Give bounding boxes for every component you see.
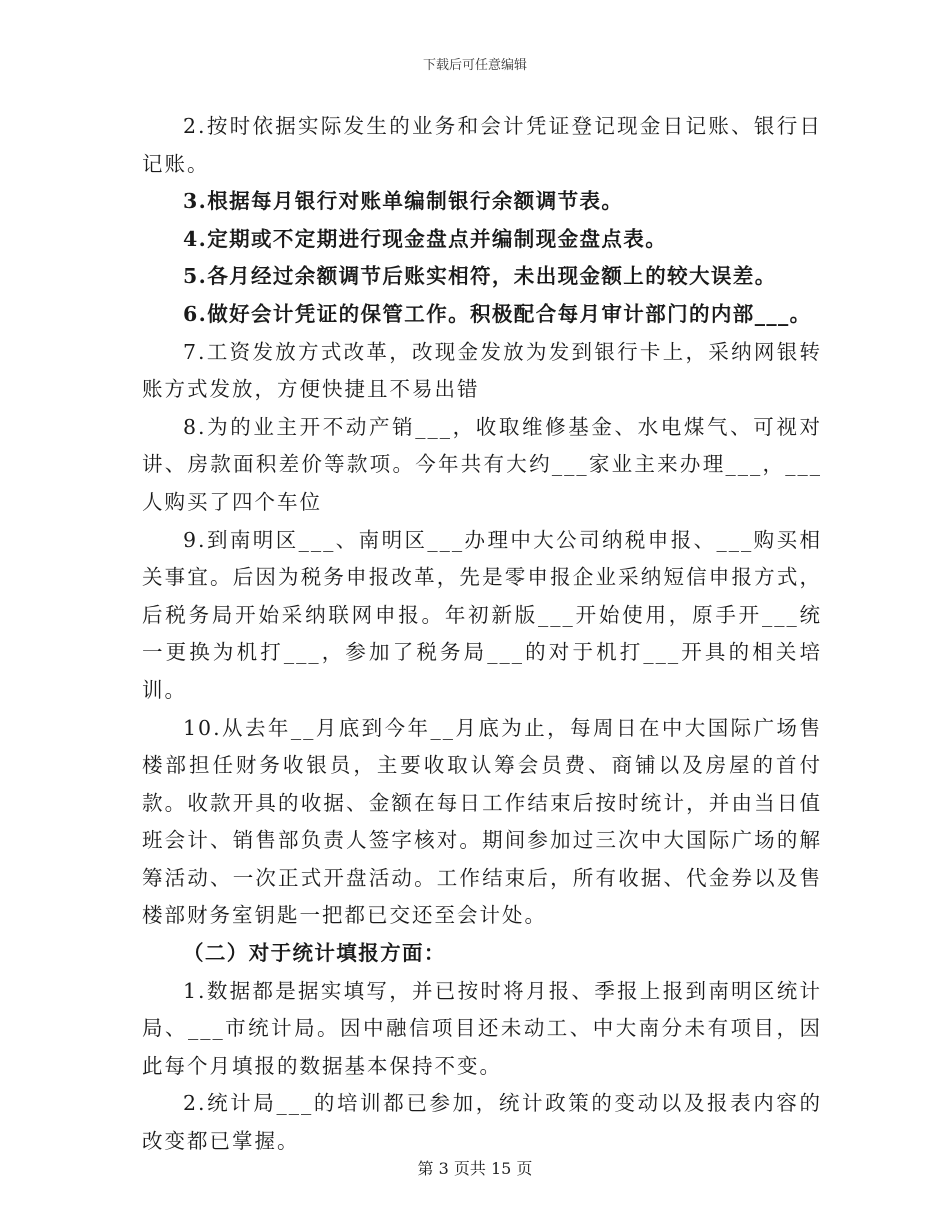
paragraph-stat-item-2: 2.统计局___的培训都已参加，统计政策的变动以及报表内容的改变都已掌握。 <box>142 1091 822 1154</box>
paragraph-stat-item-1: 1.数据都是据实填写，并已按时将月报、季报上报到南明区统计局、___市统计局。因中融信项目还未动工、中大南分未有项目，因此每个月填报的数据基本保持不变。 <box>142 978 822 1078</box>
paragraph-item-7: 7.工资发放方式改革，改现金发放为发到银行卡上，采纳网银转账方式发放，方便快捷且不易出错 <box>142 339 822 402</box>
document-body <box>142 108 822 1161</box>
paragraph-item-3: 3.根据每月银行对账单编制银行余额调节表。 <box>183 189 624 214</box>
paragraph-item-10: 10.从去年__月底到今年__月底为止，每周日在中大国际广场售楼部担任财务收银员，主要收取认筹会员费、商铺以及房屋的首付款。收款开具的收据、金额在每日工作结束后按时统计，并由当日值班会计、销售部负责人签字核对。期间参加过三次中大国际广场的解筹活动、一次正式开盘活动。工作结束后，所有收据、代金券以及售楼部财务室钥匙一把都已交还至会计处。 <box>142 715 822 928</box>
page-number-footer: 第 3 页共 15 页 <box>417 1159 533 1178</box>
paragraph-item-4: 4.定期或不定期进行现金盘点并编制现金盘点表。 <box>183 226 668 251</box>
section-heading-statistics: （二）对于统计填报方面： <box>183 941 446 966</box>
paragraph-item-6: 6.做好会计凭证的保管工作。积极配合每月审计部门的内部___。 <box>183 301 812 326</box>
header-note: 下载后可任意编辑 <box>422 58 527 73</box>
paragraph-item-8: 8.为的业主开不动产销___，收取维修基金、水电煤气、可视对讲、房款面积差价等款项。今年共有大约___家业主来办理___，___人购买了四个车位 <box>142 414 822 514</box>
paragraph-item-5: 5.各月经过余额调节后账实相符，未出现金额上的较大误差。 <box>183 264 777 289</box>
paragraph-item-2: 2.按时依据实际发生的业务和会计凭证登记现金日记账、银行日记账。 <box>142 114 822 176</box>
paragraph-item-9: 9.到南明区___、南明区___办理中大公司纳税申报、___购买相关事宜。后因为税务申报改革，先是零申报企业采纳短信申报方式，后税务局开始采纳联网申报。年初新版___开始使用，原手开___统一更换为机打___，参加了税务局___的对于机打___开具的相关培训。 <box>142 527 822 702</box>
